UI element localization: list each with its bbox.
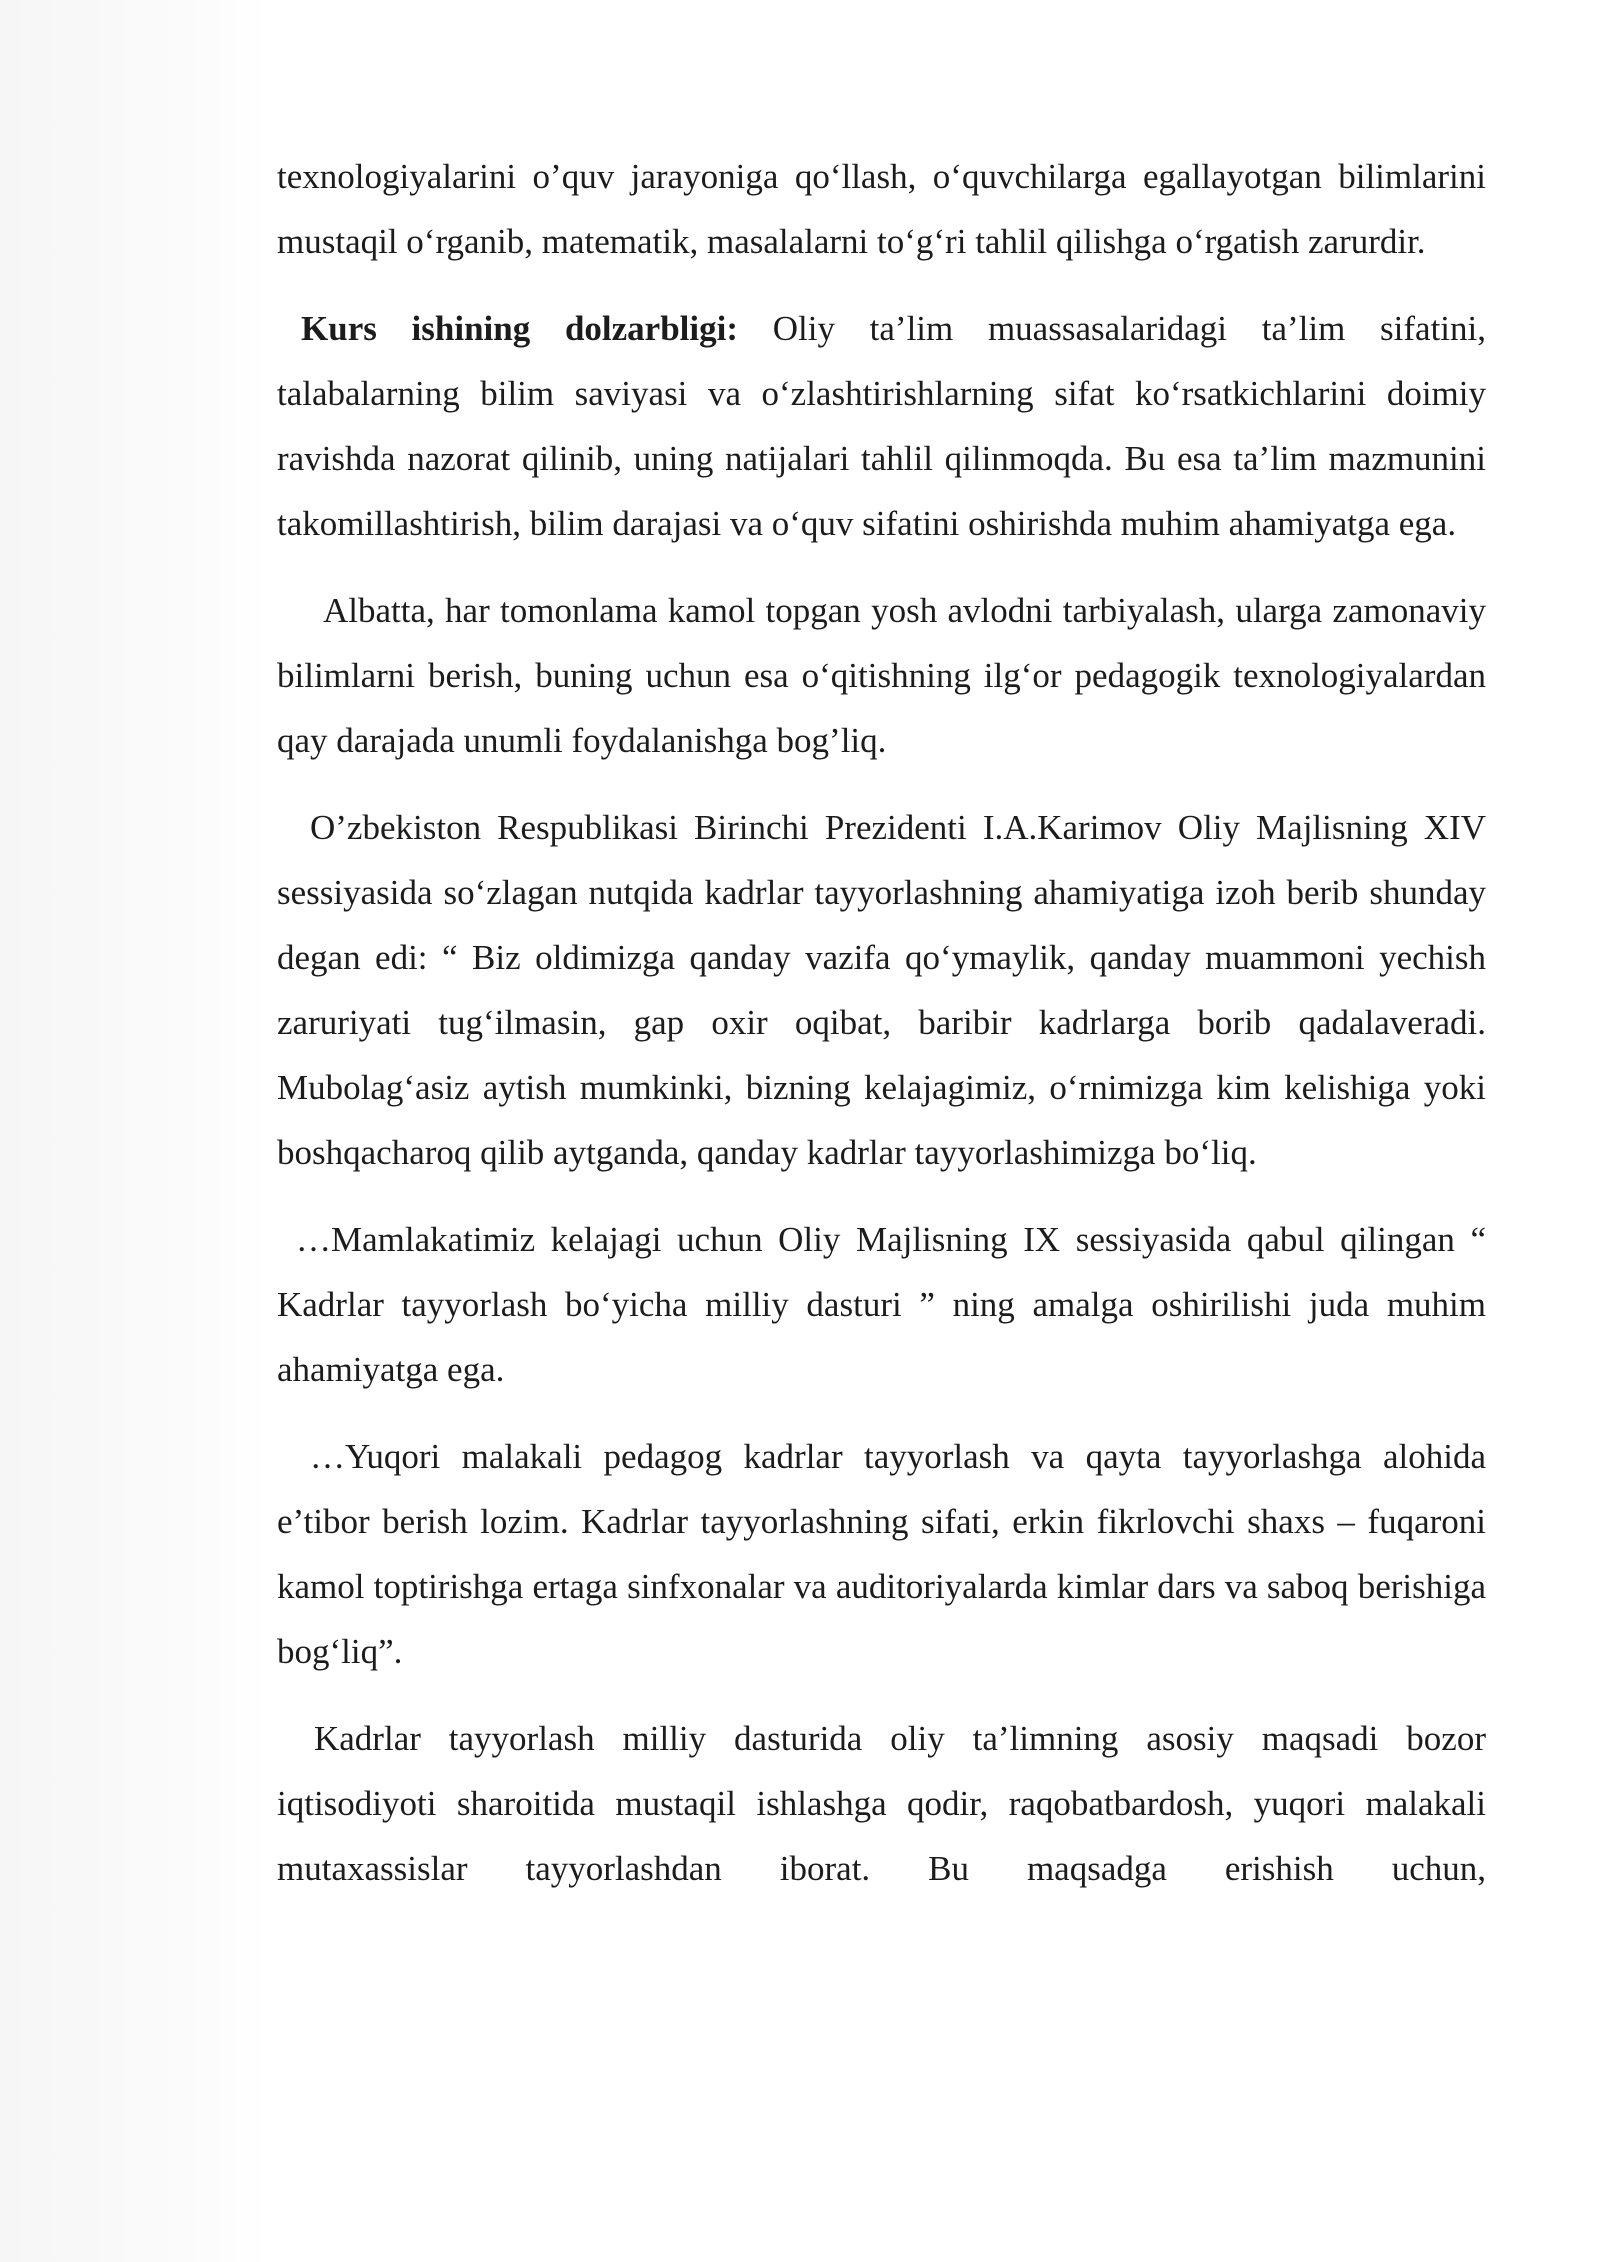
paragraph-quote-3	[277, 1424, 1486, 1684]
paragraph-text: O’zbekiston Respublikasi Birinchi Prezidenti I.A.Karimov Oliy Majlisning XIV sessiyasida so‘zlagan nutqida kadrlar tayyorlashning ahamiyatiga izoh berib shunday degan edi: “ Biz oldimizga qanday vazifa qo‘ymaylik, qanday muammoni yechish zaruriyati tug‘ilmasin, gap oxir oqibat, baribir kadrlarga borib qadalaveradi. Mubolag‘asiz aytish mumkinki, bizning kelajagimiz, o‘rnimizga kim kelishiga yoki boshqacharoq qilib aytganda, qanday kadrlar tayyorlashimizga bo‘liq.	[277, 808, 1486, 1172]
paragraph-quote-intro	[277, 795, 1486, 1185]
paragraph-1	[277, 144, 1486, 274]
paragraph-text: Oliy ta’lim muassasalaridagi ta’lim sifatini, talabalarning bilim saviyasi va o‘zlashtirishlarning sifat ko‘rsatkichlarini doimiy ravishda nazorat qilinib, uning natijalari tahlil qilinmoqda. Bu esa ta’lim mazmunini takomillashtirish, bilim darajasi va o‘quv sifatini oshirishda muhim ahamiyatga ega.	[277, 309, 1486, 543]
section-lead-label: Kurs ishining dolzarbligi:	[301, 309, 739, 348]
paragraph-text: …Yuqori malakali pedagog kadrlar tayyorlash va qayta tayyorlashga alohida e’tibor berish lozim. Kadrlar tayyorlashning sifati, erkin fikrlovchi shaxs – fuqaroni kamol toptirishga ertaga sinfxonalar va auditoriyalarda kimlar dars va saboq berishiga bog‘liq”.	[277, 1437, 1486, 1671]
paragraph-quote-2	[277, 1207, 1486, 1402]
paragraph-text: texnologiyalarini o’quv jarayoniga qo‘llash, o‘quvchilarga egallayotgan bilimlarini mustaqil o‘rganib, matematik, masalalarni to‘g‘ri tahlil qilishga o‘rgatish zarurdir.	[277, 157, 1486, 261]
paragraph-relevance	[277, 296, 1486, 556]
page-edge-shadow	[0, 0, 268, 2262]
paragraph-text: Albatta, har tomonlama kamol topgan yosh avlodni tarbiyalash, ularga zamonaviy bilimlarni berish, buning uchun esa o‘qitishning ilg‘or pedagogik texnologiyalardan qay darajada unumli foydalanishga bog’liq.	[277, 591, 1486, 760]
paragraph-3	[277, 578, 1486, 773]
paragraph-text: Kadrlar tayyorlash milliy dasturida oliy ta’limning asosiy maqsadi bozor iqtisodiyoti sharoitida mustaqil ishlashga qodir, raqobatbardosh, yuqori malakali mutaxassislar tayyorlashdan iborat. Bu maqsadga erishish uchun,	[277, 1719, 1486, 1888]
paragraph-text: …Mamlakatimiz kelajagi uchun Oliy Majlisning IX sessiyasida qabul qilingan “ Kadrlar tayyorlash bo‘yicha milliy dasturi ” ning amalga oshirilishi juda muhim ahamiyatga ega.	[277, 1220, 1486, 1389]
paragraph-7	[277, 1706, 1486, 1901]
document-body	[277, 144, 1486, 1923]
